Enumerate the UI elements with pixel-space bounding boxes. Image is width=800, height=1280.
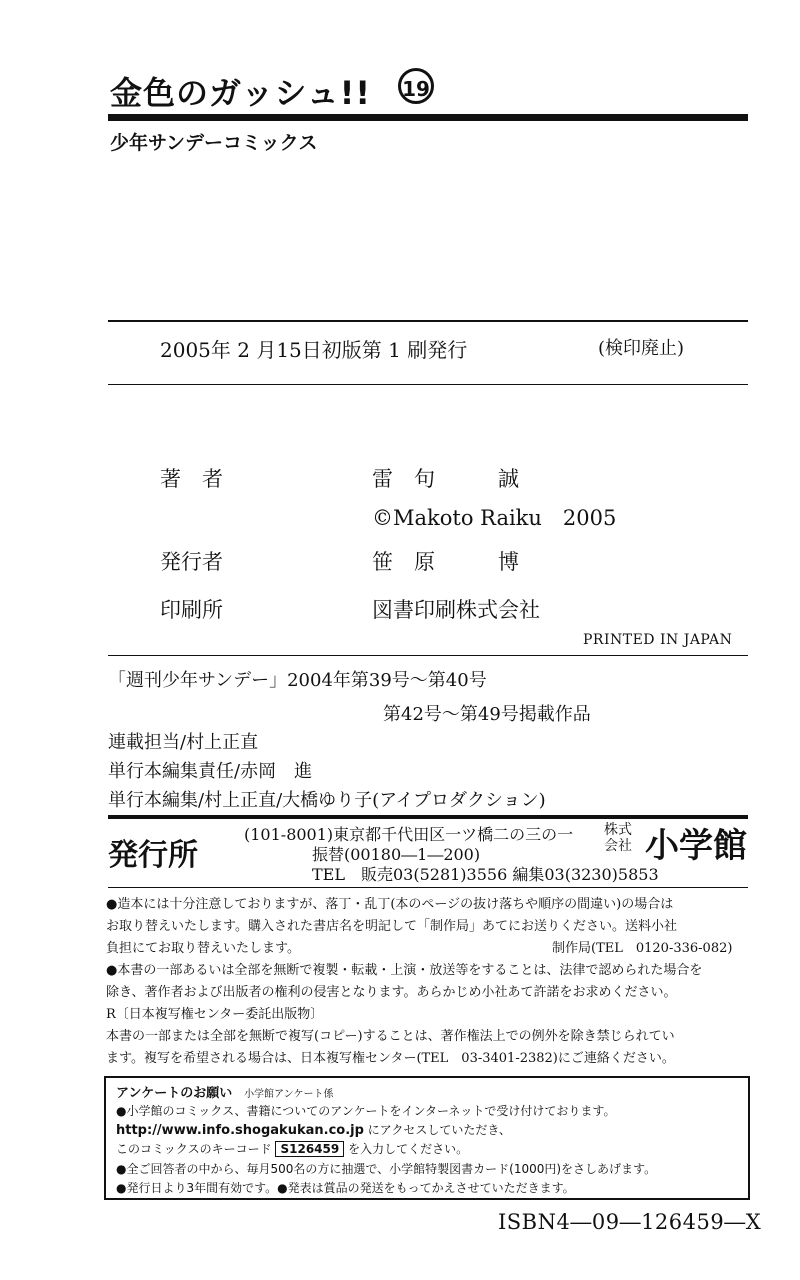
survey-url-row — [116, 1121, 511, 1138]
note-line: 本書の一部または全部を無断で複写(コピー)することは、著作権法上での例外を除き禁じられてい — [106, 1029, 675, 1044]
note-line: ●造本には十分注意しておりますが、落丁・乱丁(本のページの抜け落ちや順序の間違い)の場合は — [106, 897, 674, 912]
survey-line: ●全ご回答者の中から、毎月500名の方に抽選で、小学館特製図書カード(1000円)をさしあげます。 — [116, 1162, 657, 1176]
survey-heading-row — [116, 1082, 333, 1101]
key-code-suffix: を入力してください。 — [348, 1142, 469, 1156]
survey-key-row — [116, 1140, 468, 1157]
survey-url-suffix: にアクセスしていただき、 — [367, 1123, 511, 1137]
divider — [108, 320, 748, 322]
divider — [108, 887, 748, 888]
book-editor-chief: 単行本編集責任/赤岡 進 — [108, 761, 313, 782]
serial-line-1: 「週刊少年サンデー」2004年第39号〜第40号 — [108, 670, 487, 691]
serial-line-2: 第42号〜第49号掲載作品 — [383, 704, 591, 725]
survey-url[interactable]: http://www.info.shogakukan.co.jp — [116, 1123, 364, 1138]
publisher-address: (101-8001)東京都千代田区一ツ橋二の三の一 — [244, 825, 574, 844]
publisher-tel: TEL 販売03(5281)3556 編集03(3230)5853 — [312, 865, 659, 884]
edition-line: 2005年 2 月15日初版第 1 刷発行 — [160, 338, 468, 362]
note-line: ます。複写を希望される場合は、日本複写権センター(TEL 03-3401-2382)にご連絡ください。 — [106, 1051, 675, 1066]
note-line: 負担にてお取り替えいたします。 — [106, 941, 300, 956]
publisher-label: 発行所 — [108, 838, 198, 873]
volume-number: 19 — [398, 68, 434, 104]
survey-line: ●小学館のコミックス、書籍についてのアンケートをインターネットで受け付けております。 — [116, 1104, 616, 1118]
stamp-note: (検印廃止) — [598, 338, 685, 359]
printer-label: 印刷所 — [160, 598, 223, 622]
book-title: 金色のガッシュ!! — [110, 74, 371, 112]
editor-in-charge: 連載担当/村上正直 — [108, 732, 259, 753]
copyright-line: ©Makoto Raiku 2005 — [372, 506, 617, 530]
header-rule — [108, 114, 748, 121]
note-line: 除き、著作者および出版者の権利の侵害となります。あらかじめ小社あて許諾をお求めください。 — [106, 985, 677, 1000]
key-code: S126459 — [275, 1141, 344, 1157]
survey-box — [104, 1076, 750, 1200]
divider — [108, 655, 748, 656]
series-name: 少年サンデーコミックス — [110, 132, 318, 154]
book-editors: 単行本編集/村上正直/大橋ゆり子(アイプロダクション) — [108, 790, 546, 811]
author-name: 雷 句 誠 — [372, 467, 519, 491]
divider — [108, 384, 748, 385]
publisher-person-label: 発行者 — [160, 550, 223, 574]
printed-in-japan: PRINTED IN JAPAN — [583, 632, 733, 648]
survey-heading: アンケートのお願い — [116, 1086, 233, 1101]
author-label: 著 者 — [160, 467, 223, 491]
printer-name: 図書印刷株式会社 — [372, 598, 540, 622]
key-code-prefix: このコミックスのキーコード — [116, 1142, 272, 1156]
publisher-transfer: 振替(00180―1―200) — [312, 845, 481, 864]
publisher-name: 小学館 — [645, 826, 747, 866]
survey-line: ●発行日より3年間有効です。●発表は賞品の発送をもってかえさせていただきます。 — [116, 1181, 575, 1195]
note-line: お取り替えいたします。購入された書店名を明記して「制作局」あてにお送りください。送料小社 — [106, 919, 677, 934]
kabushiki-kaisha: 株式会社 — [604, 822, 632, 854]
isbn: ISBN4―09―126459―X — [498, 1210, 762, 1234]
note-line: ●本書の一部あるいは全部を無断で複製・転載・上演・放送等をすることは、法律で認められた場合を — [106, 963, 703, 978]
note-line: R〔日本複写権センター委託出版物〕 — [106, 1007, 324, 1022]
publisher-person: 笹 原 博 — [372, 550, 519, 574]
survey-heading-sub: 小学館アンケート係 — [244, 1089, 334, 1100]
production-contact: 制作局(TEL 0120-336-082) — [552, 941, 733, 956]
